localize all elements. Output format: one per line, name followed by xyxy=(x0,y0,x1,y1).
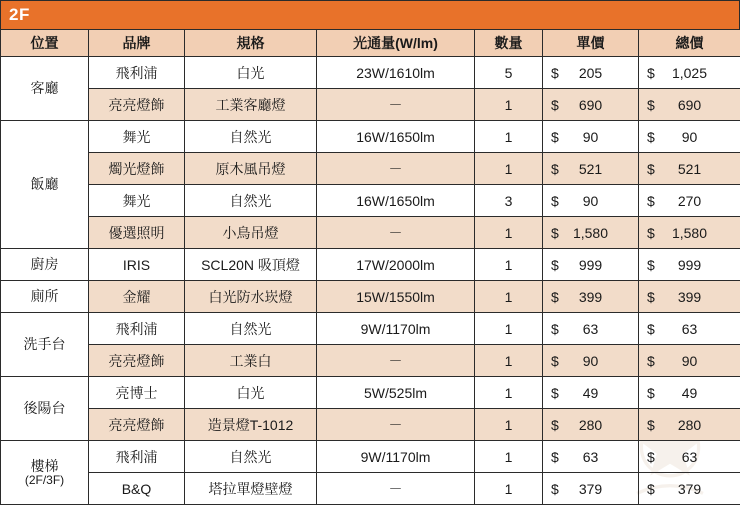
cell-quantity: 1 xyxy=(475,313,543,345)
cell-lumen: － xyxy=(317,409,475,441)
cell-quantity: 5 xyxy=(475,57,543,89)
currency-symbol: $ xyxy=(551,64,559,81)
cell-lumen: － xyxy=(317,89,475,121)
currency-symbol: $ xyxy=(647,352,655,369)
currency-symbol: $ xyxy=(551,192,559,209)
cell-lumen: 16W/1650lm xyxy=(317,121,475,153)
table-row xyxy=(1,345,740,377)
cell-brand: IRIS xyxy=(89,249,185,281)
currency-symbol: $ xyxy=(647,192,655,209)
cell-total-price xyxy=(639,57,740,89)
cell-brand: 亮博士 xyxy=(89,377,185,409)
cell-lumen: 17W/2000lm xyxy=(317,249,475,281)
column-header-brand: 品牌 xyxy=(89,30,185,57)
cell-total-price xyxy=(639,153,740,185)
cell-brand: 燭光燈飾 xyxy=(89,153,185,185)
cell-total-price xyxy=(639,409,740,441)
cell-unit-price xyxy=(543,153,639,185)
cell-spec: 工業客廳燈 xyxy=(185,89,317,121)
table-row xyxy=(1,153,740,185)
cell-lumen: 5W/525lm xyxy=(317,377,475,409)
cell-quantity: 1 xyxy=(475,249,543,281)
cell-quantity: 1 xyxy=(475,89,543,121)
cell-unit-price-value: 90 xyxy=(582,192,599,209)
cell-total-price-value: 521 xyxy=(677,160,702,177)
currency-symbol: $ xyxy=(647,64,655,81)
cell-lumen: 9W/1170lm xyxy=(317,441,475,473)
cell-quantity: 1 xyxy=(475,441,543,473)
cell-unit-price xyxy=(543,313,639,345)
cell-quantity: 1 xyxy=(475,409,543,441)
cell-quantity: 1 xyxy=(475,345,543,377)
cell-location: 樓梯 (2F/3F) xyxy=(1,441,89,505)
column-header-lumen: 光通量(W/lm) xyxy=(317,30,475,57)
column-header-location: 位置 xyxy=(1,30,89,57)
cell-quantity: 1 xyxy=(475,121,543,153)
cell-total-price-value: 63 xyxy=(681,448,698,465)
cell-unit-price-value: 399 xyxy=(578,288,603,305)
cell-unit-price xyxy=(543,185,639,217)
cell-brand: 飛利浦 xyxy=(89,313,185,345)
cell-brand: 優選照明 xyxy=(89,217,185,249)
cell-quantity: 1 xyxy=(475,377,543,409)
cell-spec: 自然光 xyxy=(185,121,317,153)
cell-unit-price-value: 63 xyxy=(582,448,599,465)
cell-total-price xyxy=(639,473,740,505)
currency-symbol: $ xyxy=(551,256,559,273)
currency-symbol: $ xyxy=(647,128,655,145)
cell-total-price-value: 379 xyxy=(677,480,702,497)
cell-total-price xyxy=(639,185,740,217)
cell-unit-price-value: 90 xyxy=(582,128,599,145)
currency-symbol: $ xyxy=(551,416,559,433)
cell-spec: 自然光 xyxy=(185,441,317,473)
cell-spec: SCL20N 吸頂燈 xyxy=(185,249,317,281)
currency-symbol: $ xyxy=(551,160,559,177)
table-header-row xyxy=(1,30,740,57)
currency-symbol: $ xyxy=(551,352,559,369)
cell-total-price-value: 999 xyxy=(677,256,702,273)
cell-unit-price xyxy=(543,217,639,249)
cell-unit-price xyxy=(543,249,639,281)
cell-unit-price-value: 999 xyxy=(578,256,603,273)
cell-brand: 飛利浦 xyxy=(89,57,185,89)
cell-unit-price-value: 90 xyxy=(582,352,599,369)
currency-symbol: $ xyxy=(647,256,655,273)
cell-unit-price xyxy=(543,473,639,505)
cell-unit-price-value: 205 xyxy=(578,64,603,81)
cell-location-sub: (2F/3F) xyxy=(24,472,65,487)
currency-symbol: $ xyxy=(551,288,559,305)
cell-unit-price-value: 521 xyxy=(578,160,603,177)
cell-unit-price xyxy=(543,441,639,473)
table-row xyxy=(1,441,740,473)
cell-spec: 自然光 xyxy=(185,313,317,345)
cell-quantity: 1 xyxy=(475,217,543,249)
cell-lumen: 23W/1610lm xyxy=(317,57,475,89)
table-row xyxy=(1,281,740,313)
cell-total-price xyxy=(639,89,740,121)
cell-total-price-value: 280 xyxy=(677,416,702,433)
cell-location: 客廳 xyxy=(1,57,89,121)
cell-total-price xyxy=(639,377,740,409)
cell-spec: 工業白 xyxy=(185,345,317,377)
currency-symbol: $ xyxy=(647,416,655,433)
cell-brand: B&Q xyxy=(89,473,185,505)
cell-brand: 舞光 xyxy=(89,185,185,217)
cell-total-price-value: 1,580 xyxy=(671,224,708,241)
cell-unit-price xyxy=(543,121,639,153)
column-header-quantity: 數量 xyxy=(475,30,543,57)
sheet-title-label: 2F xyxy=(9,5,30,24)
currency-symbol: $ xyxy=(551,480,559,497)
cell-unit-price-value: 690 xyxy=(578,96,603,113)
table-row xyxy=(1,57,740,89)
currency-symbol: $ xyxy=(647,384,655,401)
currency-symbol: $ xyxy=(647,96,655,113)
cell-quantity: 1 xyxy=(475,153,543,185)
cell-unit-price-value: 1,580 xyxy=(572,224,609,241)
lighting-bom-table xyxy=(0,29,740,505)
cell-spec: 白光防水崁燈 xyxy=(185,281,317,313)
cell-unit-price xyxy=(543,409,639,441)
cell-lumen: － xyxy=(317,153,475,185)
cell-unit-price-value: 49 xyxy=(582,384,599,401)
cell-brand: 亮亮燈飾 xyxy=(89,345,185,377)
cell-spec: 白光 xyxy=(185,57,317,89)
cell-total-price xyxy=(639,281,740,313)
currency-symbol: $ xyxy=(647,480,655,497)
cell-lumen: － xyxy=(317,217,475,249)
cell-location: 廚房 xyxy=(1,249,89,281)
table-row xyxy=(1,313,740,345)
cell-spec: 白光 xyxy=(185,377,317,409)
table-row xyxy=(1,217,740,249)
cell-spec: 造景燈T-1012 xyxy=(185,409,317,441)
currency-symbol: $ xyxy=(551,96,559,113)
cell-unit-price xyxy=(543,89,639,121)
cell-brand: 金耀 xyxy=(89,281,185,313)
cell-total-price-value: 399 xyxy=(677,288,702,305)
currency-symbol: $ xyxy=(647,288,655,305)
cell-brand: 舞光 xyxy=(89,121,185,153)
currency-symbol: $ xyxy=(647,224,655,241)
cell-brand: 亮亮燈飾 xyxy=(89,89,185,121)
currency-symbol: $ xyxy=(647,160,655,177)
cell-lumen: 9W/1170lm xyxy=(317,313,475,345)
cell-location: 廁所 xyxy=(1,281,89,313)
cell-total-price-value: 690 xyxy=(677,96,702,113)
cell-total-price-value: 270 xyxy=(677,192,702,209)
cell-unit-price xyxy=(543,377,639,409)
cell-quantity: 1 xyxy=(475,281,543,313)
cell-total-price-value: 63 xyxy=(681,320,698,337)
table-row xyxy=(1,249,740,281)
cell-unit-price xyxy=(543,345,639,377)
cell-location: 飯廳 xyxy=(1,121,89,249)
cell-total-price xyxy=(639,121,740,153)
cell-total-price-value: 49 xyxy=(681,384,698,401)
table-row xyxy=(1,89,740,121)
currency-symbol: $ xyxy=(551,128,559,145)
table-row xyxy=(1,377,740,409)
table-row xyxy=(1,409,740,441)
cell-total-price xyxy=(639,441,740,473)
cell-spec: 塔拉單燈壁燈 xyxy=(185,473,317,505)
column-header-unit-price: 單價 xyxy=(543,30,639,57)
cell-location: 後陽台 xyxy=(1,377,89,441)
table-row xyxy=(1,121,740,153)
cell-unit-price xyxy=(543,281,639,313)
currency-symbol: $ xyxy=(647,320,655,337)
cell-unit-price-value: 379 xyxy=(578,480,603,497)
cell-lumen: － xyxy=(317,345,475,377)
cell-lumen: 16W/1650lm xyxy=(317,185,475,217)
cell-brand: 飛利浦 xyxy=(89,441,185,473)
cell-total-price-value: 1,025 xyxy=(671,64,708,81)
cell-total-price xyxy=(639,345,740,377)
cell-location: 洗手台 xyxy=(1,313,89,377)
cell-total-price xyxy=(639,249,740,281)
cell-lumen: 15W/1550lm xyxy=(317,281,475,313)
cell-unit-price-value: 280 xyxy=(578,416,603,433)
cell-unit-price xyxy=(543,57,639,89)
sheet-title-bar xyxy=(0,0,740,29)
currency-symbol: $ xyxy=(551,384,559,401)
column-header-total-price: 總價 xyxy=(639,30,740,57)
cell-quantity: 1 xyxy=(475,473,543,505)
cell-spec: 自然光 xyxy=(185,185,317,217)
cell-total-price-value: 90 xyxy=(681,128,698,145)
cell-quantity: 3 xyxy=(475,185,543,217)
cell-brand: 亮亮燈飾 xyxy=(89,409,185,441)
cell-total-price xyxy=(639,313,740,345)
cell-total-price-value: 90 xyxy=(681,352,698,369)
table-row xyxy=(1,473,740,505)
cell-spec: 小鳥吊燈 xyxy=(185,217,317,249)
table-row xyxy=(1,185,740,217)
table-body xyxy=(1,57,740,505)
cell-spec: 原木風吊燈 xyxy=(185,153,317,185)
cell-unit-price-value: 63 xyxy=(582,320,599,337)
currency-symbol: $ xyxy=(551,448,559,465)
currency-symbol: $ xyxy=(551,320,559,337)
currency-symbol: $ xyxy=(551,224,559,241)
currency-symbol: $ xyxy=(647,448,655,465)
cell-lumen: － xyxy=(317,473,475,505)
cell-total-price xyxy=(639,217,740,249)
column-header-spec: 規格 xyxy=(185,30,317,57)
